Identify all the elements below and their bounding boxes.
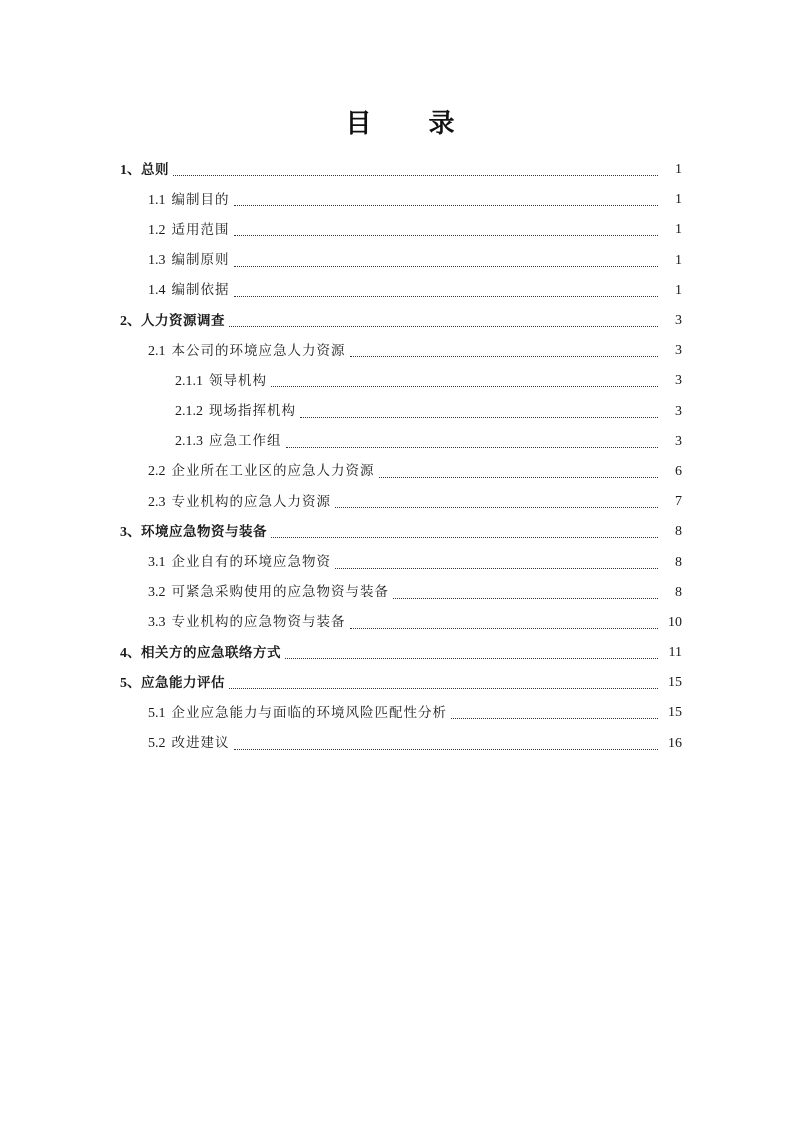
dot-leader	[229, 687, 658, 689]
dot-leader	[229, 325, 658, 327]
toc-entry[interactable]	[0, 246, 800, 276]
section-title: 专业机构的应急人力资源	[171, 493, 331, 510]
page-number: 3	[675, 403, 682, 419]
page-number: 7	[675, 494, 682, 510]
toc-entry[interactable]	[0, 547, 800, 577]
section-number: 2.1	[148, 343, 166, 359]
section-title: 人力资源调查	[141, 312, 225, 329]
section-title: 领导机构	[209, 372, 267, 389]
page-number: 3	[675, 343, 682, 359]
dot-leader	[393, 597, 658, 599]
section-number: 1.4	[148, 283, 166, 299]
section-title: 现场指挥机构	[209, 403, 296, 420]
dot-leader	[234, 265, 659, 267]
section-number: 3.3	[148, 615, 166, 631]
toc-entry[interactable]	[0, 276, 800, 306]
section-title: 改进建议	[171, 735, 230, 752]
page-number: 1	[675, 192, 682, 208]
section-title: 可紧急采购使用的应急物资与装备	[171, 584, 389, 601]
section-title: 本公司的环境应急人力资源	[171, 342, 346, 359]
dot-leader	[451, 717, 658, 719]
toc-entry[interactable]	[0, 578, 800, 608]
section-number: 3.1	[148, 555, 166, 571]
page-number: 8	[675, 554, 682, 570]
section-title: 环境应急物资与装备	[141, 523, 267, 540]
toc-entry[interactable]	[0, 427, 800, 457]
section-number: 2.1.3	[175, 434, 203, 450]
section-title: 总则	[141, 161, 169, 178]
page-number: 1	[675, 162, 682, 178]
section-title: 相关方的应急联络方式	[141, 644, 281, 661]
section-number: 2.1.2	[175, 404, 203, 420]
dot-leader	[173, 174, 658, 176]
section-title: 专业机构的应急物资与装备	[171, 614, 346, 631]
dot-leader	[271, 536, 658, 538]
dot-leader	[286, 446, 659, 448]
dot-leader	[285, 657, 658, 659]
section-title: 适用范围	[171, 221, 230, 238]
page-number: 3	[675, 373, 682, 389]
toc-entry[interactable]	[0, 517, 800, 547]
section-number: 1.2	[148, 222, 166, 238]
toc-entry[interactable]	[0, 155, 800, 185]
toc-entry[interactable]	[0, 366, 800, 396]
section-title: 企业自有的环境应急物资	[171, 554, 331, 571]
toc-entry[interactable]	[0, 668, 800, 698]
section-title: 企业所在工业区的应急人力资源	[171, 463, 375, 480]
toc-entry[interactable]	[0, 698, 800, 728]
toc-entry[interactable]	[0, 457, 800, 487]
page-number: 15	[668, 675, 682, 691]
page-number: 1	[675, 252, 682, 268]
dot-leader	[335, 567, 658, 569]
section-title: 编制目的	[171, 191, 230, 208]
toc-entry[interactable]	[0, 397, 800, 427]
toc-entry[interactable]	[0, 215, 800, 245]
toc-entry[interactable]	[0, 487, 800, 517]
toc-entry[interactable]	[0, 185, 800, 215]
dot-leader	[271, 385, 658, 387]
section-number: 1.3	[148, 253, 166, 269]
section-number: 5.1	[148, 705, 166, 721]
section-number: 1、	[120, 162, 141, 178]
toc-entry[interactable]	[0, 306, 800, 336]
page-number: 8	[675, 584, 682, 600]
section-number: 2.2	[148, 464, 166, 480]
toc-entry[interactable]	[0, 336, 800, 366]
section-number: 2.1.1	[175, 373, 203, 389]
section-title: 企业应急能力与面临的环境风险匹配性分析	[171, 704, 447, 721]
dot-leader	[350, 355, 659, 357]
section-number: 3、	[120, 524, 141, 540]
dot-leader	[350, 627, 659, 629]
section-title: 应急能力评估	[141, 674, 225, 691]
section-number: 2、	[120, 313, 141, 329]
page-number: 1	[675, 222, 682, 238]
page-number: 1	[675, 282, 682, 298]
section-title: 编制原则	[171, 252, 230, 269]
section-number: 2.3	[148, 494, 166, 510]
table-of-contents	[0, 155, 800, 759]
page-number: 10	[668, 614, 682, 630]
page-number: 15	[668, 705, 682, 721]
dot-leader	[234, 204, 659, 206]
section-number: 3.2	[148, 585, 166, 601]
toc-entry[interactable]	[0, 608, 800, 638]
page-number: 6	[675, 463, 682, 479]
section-number: 5.2	[148, 736, 166, 752]
section-number: 4、	[120, 645, 141, 661]
dot-leader	[234, 748, 659, 750]
toc-entry[interactable]	[0, 638, 800, 668]
dot-leader	[234, 234, 659, 236]
page-number: 8	[675, 524, 682, 540]
toc-title: 目 录	[345, 109, 479, 139]
dot-leader	[379, 476, 659, 478]
section-title: 应急工作组	[209, 433, 282, 450]
page-number: 3	[675, 433, 682, 449]
dot-leader	[300, 416, 658, 418]
section-title: 编制依据	[171, 282, 230, 299]
dot-leader	[234, 295, 659, 297]
page-number: 16	[668, 735, 682, 751]
page-number: 11	[668, 645, 682, 661]
dot-leader	[335, 506, 658, 508]
section-number: 1.1	[148, 192, 166, 208]
section-number: 5、	[120, 675, 141, 691]
toc-entry[interactable]	[0, 729, 800, 759]
page-number: 3	[675, 313, 682, 329]
